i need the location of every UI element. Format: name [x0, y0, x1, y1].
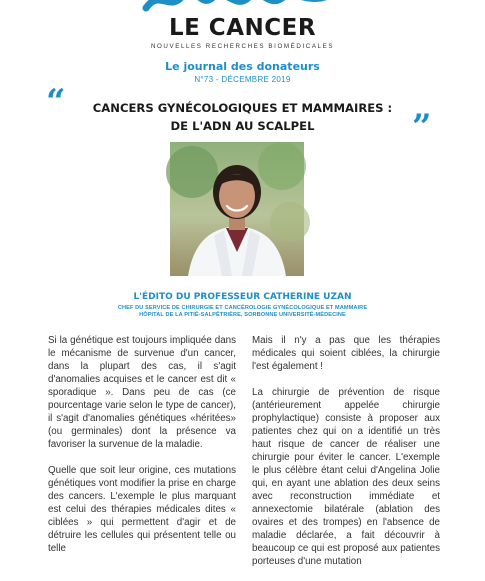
- body-column-left: [48, 334, 236, 568]
- edito-author-name: L'ÉDITO DU PROFESSEUR CATHERINE UZAN: [133, 292, 352, 302]
- paragraph: Si la génétique est toujours impliquée dans le mécanisme de survenue d'un cancer, dans la plupart des cas, il s'agit d'anomalies acquises et le cancer est dit « sporadique ». Dans peu de cas (ce pourcentage varie selon le type de cancer), il s'agit d'anomalies génétiques «héritées» (ou germinales) dont la présence va favoriser la survenue de la maladie.: [48, 335, 236, 450]
- author-role-line1: CHEF DU SERVICE DE CHIRURGIE ET CANCÉROLOGIE GYNÉCOLOGIQUE ET MAMMAIRE: [117, 305, 368, 311]
- body-column-right: [252, 334, 440, 581]
- author-role-line2: HÔPITAL DE LA PITIÉ-SALPÊTRIÈRE, SORBONNE UNIVERSITÉ-MÉDECINE: [139, 312, 346, 318]
- journal-title: Le journal des donateurs: [165, 60, 320, 73]
- brand-title: LE CANCER: [168, 15, 317, 41]
- issue-line: N°73 - DÉCEMBRE 2019: [194, 75, 291, 84]
- article-title-line1: CANCERS GYNÉCOLOGIQUES ET MAMMAIRES :: [92, 101, 393, 115]
- brand-subtitle: NOUVELLES RECHERCHES BIOMÉDICALES: [150, 43, 335, 50]
- paragraph: Quelle que soit leur origine, ces mutations génétiques vont modifier la prise en charge des cancers. L'exemple le plus marquant est celui des thérapies médicales dites « ciblées » qui permettent d'agir et de détruire les cellules qui présentent telle ou telle: [48, 465, 236, 554]
- author-portrait: [170, 142, 304, 276]
- paragraph: La chirurgie de prévention de risque (antérieurement appelée chirurgie prophylactique) consiste à proposer aux patientes chez qui on a identifié un très haut risque de cancer de réaliser une chirurgie pour éviter le cancer. L'exemple le plus célèbre étant celui d'Angelina Jolie qui, en ayant une ablation des deux seins avec reconstruction immédiate et annexectomie bilatérale (ablation des ovaires et des trompes) en l'absence de maladie déclarée, a fait découvrir à beaucoup ce qui est proposé aux patientes porteuses d'une mutation: [252, 387, 440, 567]
- brand-script-logo: [140, 0, 340, 12]
- quote-open-icon: “: [46, 82, 66, 122]
- quote-close-icon: ”: [412, 107, 432, 147]
- paragraph: Mais il n'y a pas que les thérapies médicales qui soient ciblées, la chirurgie l'est également !: [252, 335, 440, 372]
- article-title-line2: DE L'ADN AU SCALPEL: [170, 119, 315, 133]
